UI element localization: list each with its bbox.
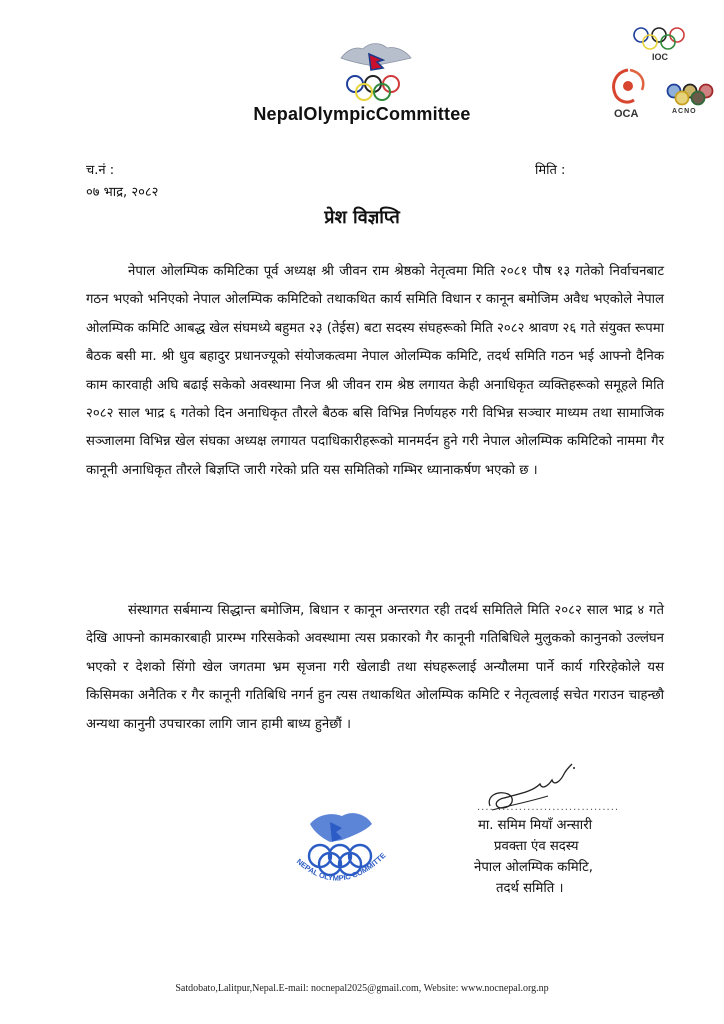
nepal-olympic-emblem-icon <box>333 40 417 104</box>
date-label: मिति : <box>535 163 566 178</box>
signer-name: मा. समिम मियाँ अन्सारी <box>478 818 592 833</box>
oca-label: OCA <box>614 108 639 120</box>
ioc-label: IOC <box>652 52 669 62</box>
ioc-rings-icon <box>632 26 688 52</box>
seal-text: NEPAL OLYMPIC COMMITTE <box>294 850 388 883</box>
acno-emblem-icon <box>666 82 714 108</box>
signer-role: प्रवक्ता एंव सदस्य <box>494 839 579 854</box>
document-title: प्रेश विज्ञप्ति <box>324 207 400 228</box>
signer-committee: तदर्थ समिति । <box>496 881 564 896</box>
nepal-olympic-committee-seal-icon <box>286 806 394 898</box>
signature-line: .................................. <box>477 802 620 813</box>
organization-name: NepalOlympicCommittee <box>253 104 471 124</box>
body-paragraph: संस्थागत सर्बमान्य सिद्धान्त बमोजिम, बिधान र कानून अन्तरगत रही तदर्थ समितिले मिति २०८२ साल भाद्र ४ गते देखि आफ्नो कामकारबाही प्रारम्भ गरिसकेको अवस्थामा त्यस प्रकारको गैर कानूनी गतिबिधिले मुलुकको कानुनको उल्लंघन भएको र देशको सिंगो खेल जगतमा भ्रम सृजना गरी खेलाडी तथा संघहरूलाई अन्यौलमा पार्ने कार्य गरिरहेकोले यस किसिमका अनैतिक र गैर कानूनी गतिबिधि नगर्न हुन त्यस तथाकथित ओलम्पिक कमिटि र नेतृत्वलाई सचेत गराउन चाहन्छौ अन्यथा कानुनी उपचारका लागि जान हामी बाध्य हुनेछौं । <box>86 603 664 732</box>
issue-date: ०७ भाद्र, २०८२ <box>86 185 159 200</box>
body-paragraph: नेपाल ओलम्पिक कमिटिका पूर्व अध्यक्ष श्री जीवन राम श्रेष्ठको नेतृत्वमा मिति २०८१ पौष १३ गतेको निर्वाचनबाट गठन भएको भनिएको नेपाल ओलम्पिक कमिटिको तथाकथित कार्य समिति विधान र कानून बमोजिम अवैध भएकोले नेपाल ओलम्पिक कमिटि आबद्ध खेल संघमध्ये बहुमत २३ (तेईस) बटा सदस्य संघहरूको मिति २०८२ श्रावण २६ गते संयुक्त रूपमा बैठक बसी मा. श्री धुव बहादुर प्रधानज्यूको संयोजकत्वमा नेपाल ओलम्पिक कमिटि, तदर्थ समिति गठन भई आफ्नो दैनिक काम कारवाही अघि बढाई सकेको अवस्थामा निज श्री जीवन राम श्रेष्ठ लगायत केही अनाधिकृत व्यक्तिहरूको समूहले मिति २०८२ साल भाद्र ६ गतेको दिन अनाधिकृत तौरले बैठक बसि विभिन्न निर्णयहरु गरी विभिन्न सञ्चार माध्यम तथा सामाजिक सञ्जालमा विभिन्न खेल संघका अध्यक्ष लगायत पदाधिकारीहरूको मानमर्दन हुने गरी नेपाल ओलम्पिक कमिटिको नाममा गैर कानूनी अनाधिकृत तौरले बिज्ञप्ति जारी गरेको प्रति यस समितिको गम्भिर ध्यानाकर्षण भएको छ । <box>86 264 664 478</box>
reference-number-label: च.नं : <box>86 163 115 178</box>
footer-contact: Satdobato,Lalitpur,Nepal.E-mail: nocnepal2025@gmail.com, Website: www.nocnepal.org.np <box>175 983 549 994</box>
signer-organization: नेपाल ओलम्पिक कमिटि, <box>474 860 593 875</box>
acno-label: ACNO <box>672 108 697 115</box>
affiliation-logos <box>600 22 724 152</box>
oca-emblem-icon <box>608 66 648 110</box>
